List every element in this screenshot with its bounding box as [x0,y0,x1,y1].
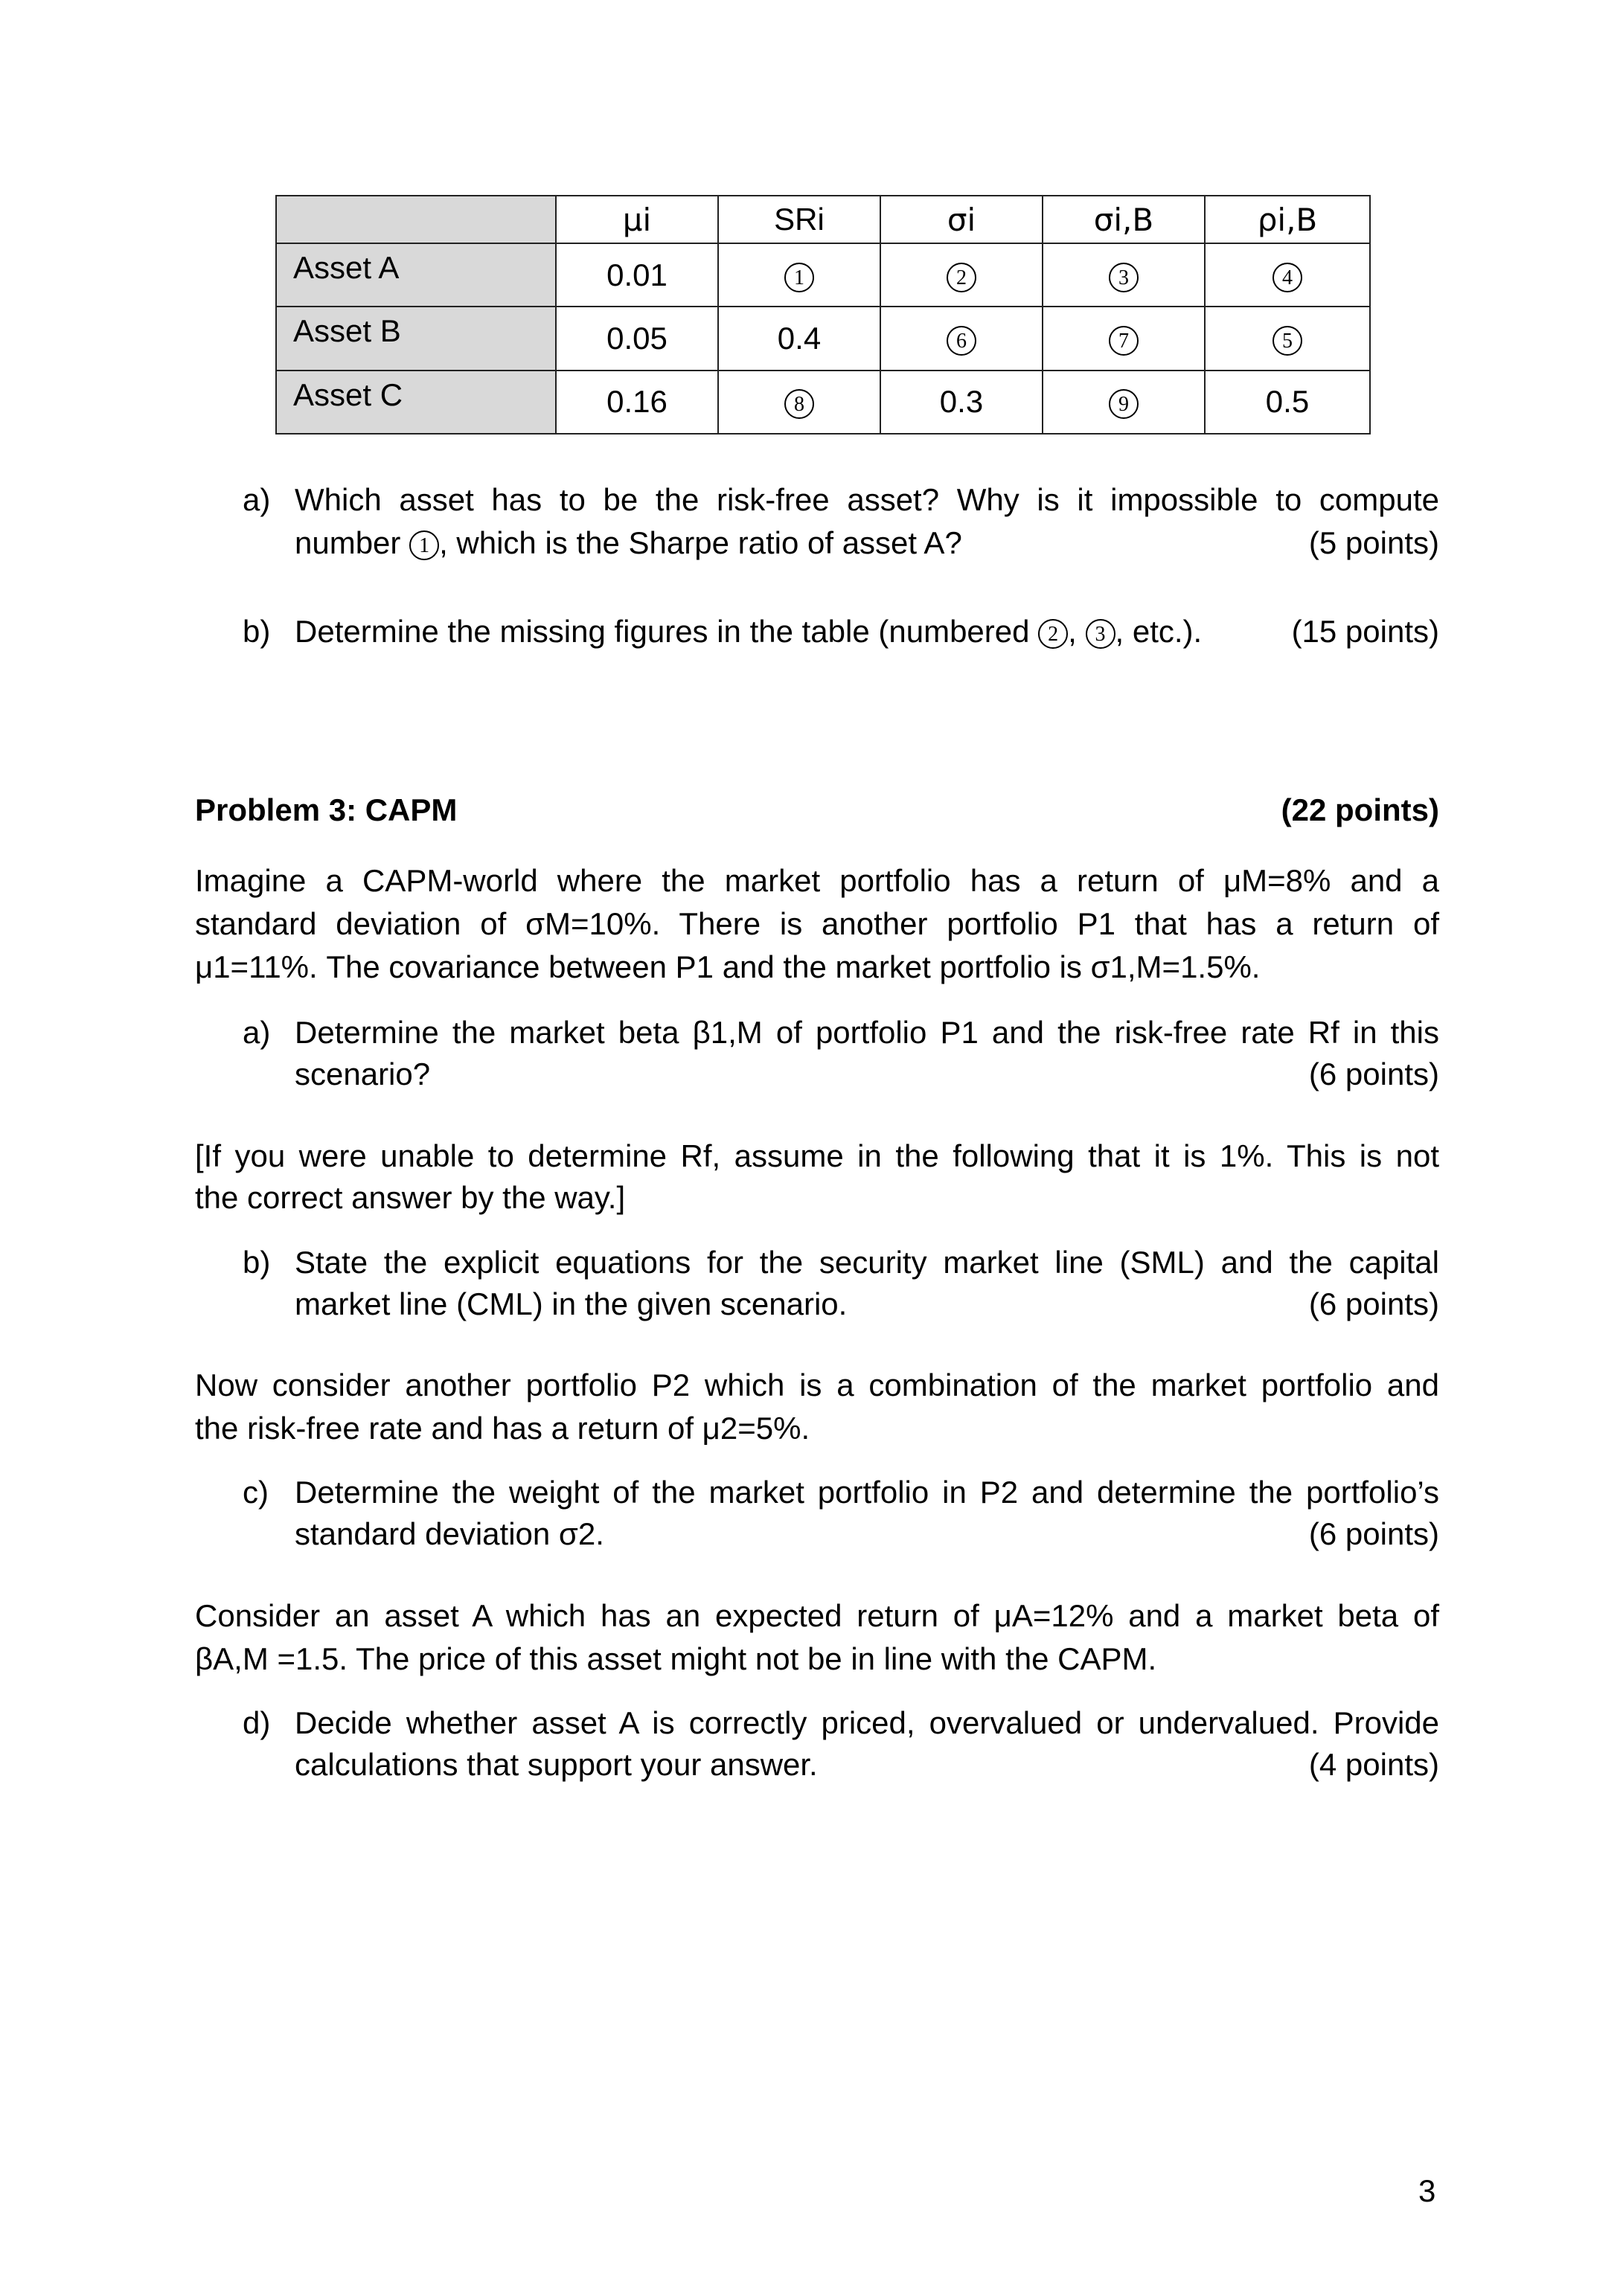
table-row [276,371,1370,434]
p3-p2-line2: the risk-free rate and has a return of μ2=5%. [195,1411,810,1446]
circled-number: 1 [409,530,439,560]
circled-number: 1 [784,263,814,292]
p3-d-line2 [295,1743,1439,1786]
header-sigma: σi [880,196,1043,243]
cell-mu: 0.16 [556,371,718,434]
p2-a-letter: a) [243,482,271,517]
cell-rho-b [1205,307,1370,370]
p3-d-line1: Decide whether asset A is correctly priced, overvalued or undervalued. Provide [295,1705,1439,1740]
p2-a-line2-post: , which is the Sharpe ratio of asset A? [439,525,962,560]
p3-note-line1: [If you were unable to determine Rf, assume in the following that it is 1%. This is not [195,1138,1439,1173]
table-corner-cell [276,196,556,243]
p2-b-pre: Determine the missing figures in the table (numbered [295,614,1030,649]
cell-sigma [880,307,1043,370]
header-sr: SRi [718,196,880,243]
circled-number: 2 [947,263,976,292]
p3-p2-line1: Now consider another portfolio P2 which is a combination of the market portfolio and [195,1367,1439,1402]
p2-b-letter: b) [243,614,271,649]
points-label: (15 points) [1291,614,1439,649]
p3-note-line2: the correct answer by the way.] [195,1180,626,1215]
cell-rho-b [1205,243,1370,307]
circled-number: 8 [784,389,814,419]
asset-table [275,195,1371,434]
p3-a-line1: Determine the market beta β1,M of portfolio P1 and the risk-free rate Rf in this [295,1015,1439,1050]
circled-number: 7 [1109,326,1139,356]
p2-a-line1: Which asset has to be the risk-free asset? Why is it impossible to compute [295,482,1439,517]
p2-b-post: , etc.). [1115,614,1203,649]
header-sigma-b: σi,B [1043,196,1205,243]
table-row [276,243,1370,307]
circled-number: 2 [1038,619,1068,649]
p3-b-line2 [295,1283,1439,1326]
circled-number: 3 [1109,263,1139,292]
p3-asset-line2: βA,M =1.5. The price of this asset might not be in line with the CAPM. [195,1641,1157,1676]
p3-c-line2 [295,1513,1439,1556]
points-label: (6 points) [1308,1286,1439,1321]
circled-number: 3 [1086,619,1115,649]
cell-sigma-b [1043,307,1205,370]
p3-d-line2-text: calculations that support your answer. [295,1747,818,1782]
points-label: (4 points) [1308,1747,1439,1782]
p2-a-line2 [295,522,1439,565]
cell-sr [718,371,880,434]
p3-intro-line2: standard deviation of σM=10%. There is another portfolio P1 that has a return of [195,906,1439,941]
p3-a-letter: a) [243,1015,271,1050]
cell-sr [718,243,880,307]
row-label: Asset A [276,243,556,307]
p2-b-line: Determine the missing figures in the table (numbered 2 , 3 , etc.). (15 points) [295,610,1439,653]
table-row [276,307,1370,370]
row-label: Asset B [276,307,556,370]
cell-mu: 0.01 [556,243,718,307]
p3-intro-line3: μ1=11%. The covariance between P1 and the market portfolio is σ1,M=1.5%. [195,949,1261,984]
cell-sigma: 0.3 [880,371,1043,434]
p3-b-line2-text: market line (CML) in the given scenario. [295,1286,848,1321]
problem-3-points: (22 points) [1281,792,1439,827]
points-label: (6 points) [1308,1516,1439,1551]
cell-rho-b: 0.5 [1205,371,1370,434]
p2-a-line2-pre: number [295,525,401,560]
circled-number: 4 [1273,263,1302,292]
cell-mu: 0.05 [556,307,718,370]
header-mu: μi [556,196,718,243]
p3-c-line2-text: standard deviation σ2. [295,1516,604,1551]
circled-number: 9 [1109,389,1139,419]
page-number: 3 [1418,2173,1436,2208]
p3-asset-line1: Consider an asset A which has an expected return of μA=12% and a market beta of [195,1598,1439,1633]
header-rho-b: ρi,B [1205,196,1370,243]
circled-number: 5 [1273,326,1302,356]
cell-sigma-b [1043,243,1205,307]
p3-c-line1: Determine the weight of the market portfolio in P2 and determine the portfolio’s [295,1475,1439,1510]
p3-d-letter: d) [243,1705,271,1740]
cell-sr: 0.4 [718,307,880,370]
p3-intro-line1: Imagine a CAPM-world where the market portfolio has a return of μM=8% and a [195,863,1439,898]
points-label: (6 points) [1308,1056,1439,1091]
cell-sigma-b [1043,371,1205,434]
p3-c-letter: c) [243,1475,269,1510]
p3-a-line2 [295,1053,1439,1096]
row-label: Asset C [276,371,556,434]
p3-b-letter: b) [243,1245,271,1280]
points-label: (5 points) [1308,525,1439,560]
p3-b-line1: State the explicit equations for the security market line (SML) and the capital [295,1245,1439,1280]
cell-sigma [880,243,1043,307]
table-header-row [276,196,1370,243]
p3-a-line2-text: scenario? [295,1056,431,1091]
problem-3-title: Problem 3: CAPM [195,792,458,827]
circled-number: 6 [947,326,976,356]
